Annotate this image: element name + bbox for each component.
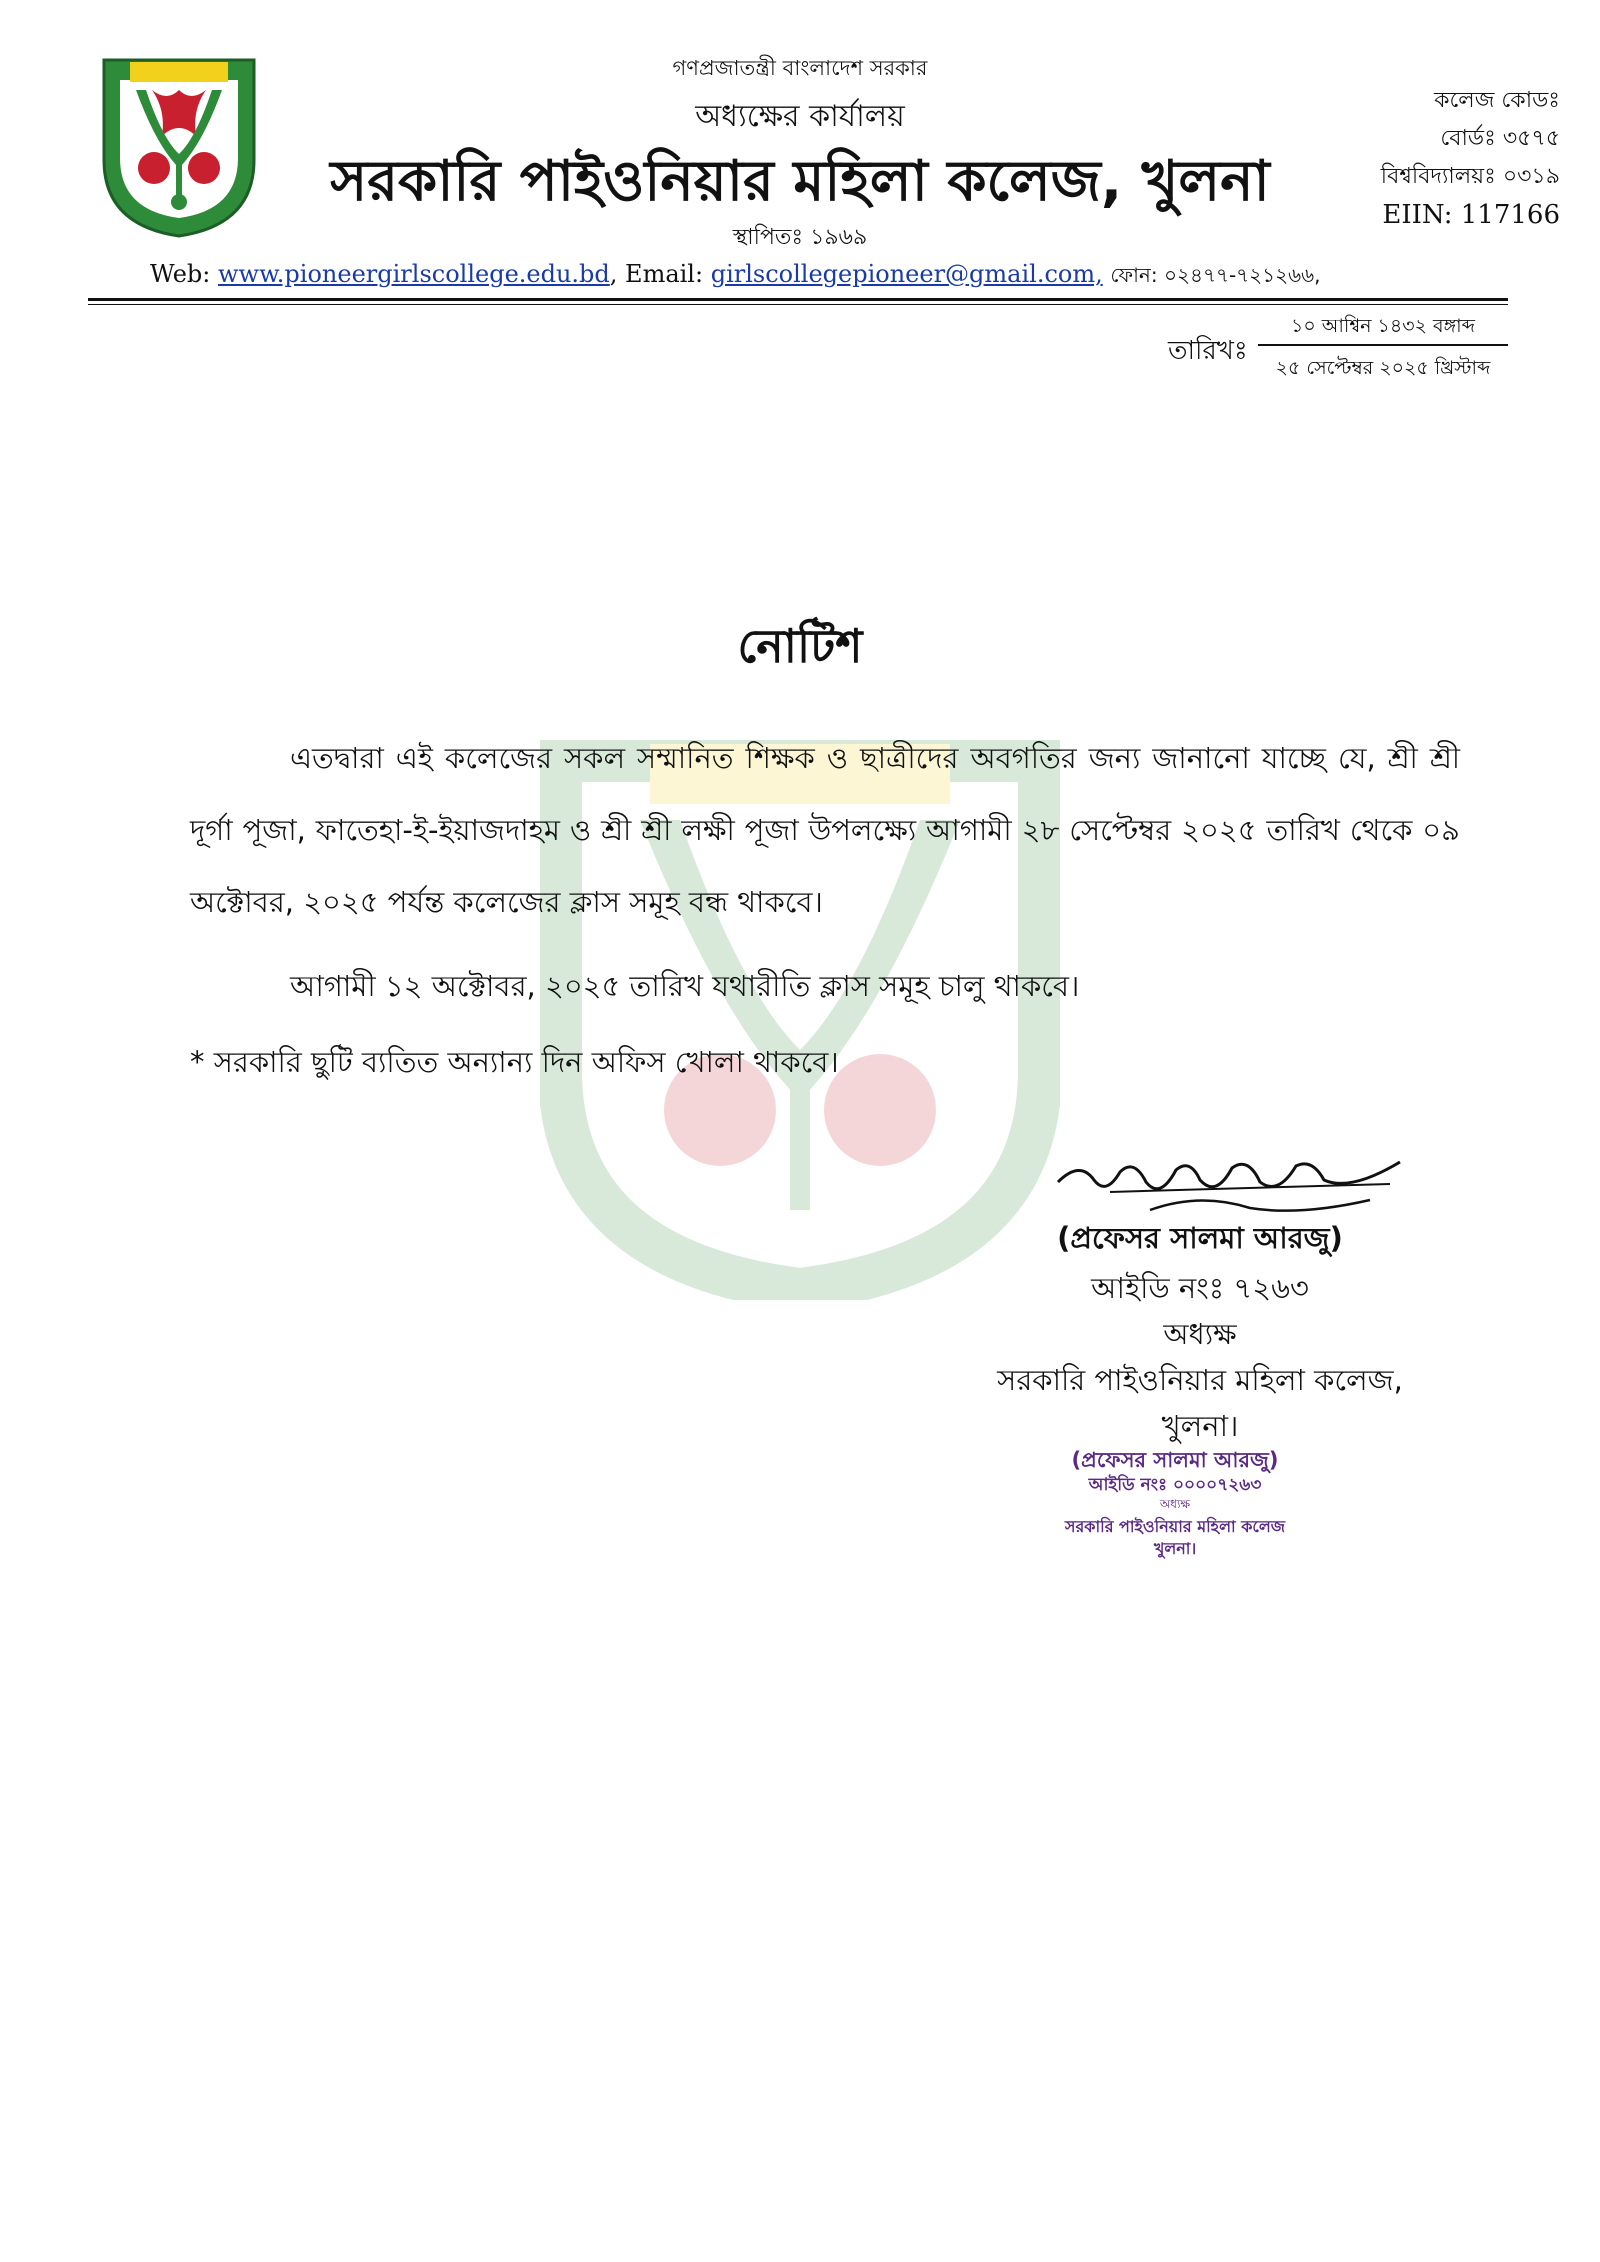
header-divider <box>88 298 1508 301</box>
notice-paragraph-2: আগামী ১২ অক্টোবর, ২০২৫ তারিখ যথারীতি ক্লাস সমূহ চালু থাকবে। <box>290 969 1080 1003</box>
seal-role: অধ্যক্ষ <box>1159 1497 1191 1511</box>
notice-paragraph-1: এতদ্বারা এই কলেজের সকল সম্মানিত শিক্ষক ও ছাত্রীদের অবগতির জন্য জানানো যাচ্ছে যে, শ্রী শ্রী দূর্গা পূজা, ফাতেহা-ই-ইয়াজদাহম ও শ্রী শ্রী লক্ষী পূজা উপলক্ষ্যে আগামী ২৮ সেপ্টেম্বর ২০২৫ তারিখ থেকে ০৯ অক্টোবর, ২০২৫ পর্যন্ত কলেজের ক্লাস সমূহ বন্ধ থাকবে। <box>190 741 1460 919</box>
board-code: বোর্ডঃ ৩৫৭৫ <box>1440 126 1560 151</box>
university-code: বিশ্ববিদ্যালয়ঃ ০৩১৯ <box>1380 164 1560 189</box>
government-line: গণপ্রজাতন্ত্রী বাংলাদেশ সরকার <box>672 56 928 80</box>
website-link[interactable]: www.pioneergirlscollege.edu.bd <box>218 260 610 288</box>
notice-title: নোটিশ <box>737 619 863 673</box>
office-line: অধ্যক্ষের কার্যালয় <box>695 99 905 134</box>
header-divider-thin <box>88 304 1508 305</box>
college-code-label: কলেজ কোডঃ <box>1434 88 1560 113</box>
seal-name: (প্রফেসর সালমা আরজু) <box>1071 1448 1279 1472</box>
college-logo-icon <box>96 50 262 240</box>
established-line: স্থাপিতঃ ১৯৬৯ <box>732 225 868 250</box>
date-bangla: ১০ আশ্বিন ১৪৩২ বঙ্গাব্দ <box>1291 315 1475 337</box>
email-link[interactable]: girlscollegepioneer@gmail.com, <box>710 260 1103 288</box>
email-label: Email: <box>625 260 704 288</box>
signatory-designation: অধ্যক্ষ <box>1163 1317 1237 1351</box>
handwritten-signature <box>1050 1152 1410 1222</box>
seal-id: আইডি নংঃ ০০০০৭২৬৩ <box>1088 1475 1262 1495</box>
notice-paragraph-3: * সরকারি ছুটি ব্যতিত অন্যান্য দিন অফিস খোলা থাকবে। <box>190 1045 839 1079</box>
web-label: Web: <box>150 260 211 288</box>
college-codes <box>1320 82 1560 234</box>
contact-line: Web: www.pioneergirlscollege.edu.bd, Email: girlscollegepioneer@gmail.com, ফোন: ০২৪৭৭-৭২১২৬৬, <box>150 260 1321 288</box>
seal-college: সরকারি পাইওনিয়ার মহিলা কলেজ <box>1064 1517 1286 1536</box>
date-gregorian: ২৫ সেপ্টেম্বর ২০২৫ খ্রিস্টাব্দ <box>1275 357 1491 379</box>
signatory-city: খুলনা। <box>1161 1409 1239 1443</box>
date-label: তারিখঃ <box>1168 336 1248 366</box>
phone-number: ফোন: ০২৪৭৭-৭২১২৬৬, <box>1110 263 1321 287</box>
signatory-name: (প্রফেসর সালমা আরজু) <box>1057 1221 1343 1255</box>
signatory-college: সরকারি পাইওনিয়ার মহিলা কলেজ, <box>997 1363 1403 1397</box>
date-divider <box>1258 344 1508 346</box>
college-name: সরকারি পাইওনিয়ার মহিলা কলেজ, খুলনা <box>330 149 1270 214</box>
eiin-code: EIIN: 117166 <box>1382 200 1560 230</box>
seal-city: খুলনা। <box>1153 1539 1197 1558</box>
signatory-id: আইডি নংঃ ৭২৬৩ <box>1091 1271 1309 1305</box>
